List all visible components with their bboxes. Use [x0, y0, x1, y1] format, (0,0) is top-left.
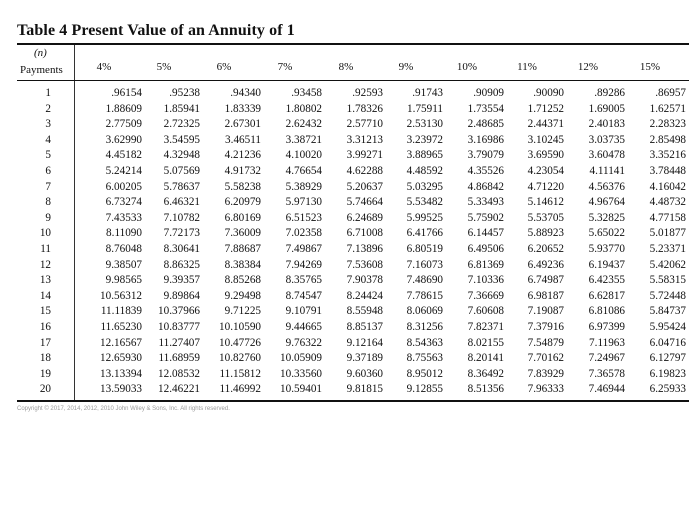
value-cell: 4.10020 — [285, 149, 322, 162]
value-cell: .93458 — [291, 87, 322, 99]
value-cell: 5.93770 — [588, 242, 625, 255]
value-cell: 5.84737 — [649, 305, 686, 318]
value-cell: 8.36492 — [467, 367, 504, 380]
rate-header-9pct: 9% — [398, 61, 414, 73]
value-cell: 5.33493 — [467, 196, 504, 209]
table-row — [17, 351, 689, 367]
value-cell: 6.73274 — [105, 196, 142, 209]
value-cell: 10.05909 — [280, 352, 322, 365]
value-cell: 10.37966 — [158, 305, 200, 318]
value-cell: 7.11963 — [589, 336, 625, 349]
value-cell: 10.33560 — [280, 367, 322, 380]
value-cell: 4.35526 — [467, 164, 504, 177]
value-cell: 8.85137 — [346, 320, 383, 333]
value-cell: 5.74664 — [346, 196, 383, 209]
value-cell: 3.54595 — [163, 133, 200, 146]
value-cell: 1.78326 — [346, 102, 383, 115]
rate-header-6pct: 6% — [216, 61, 232, 73]
value-cell: 5.97130 — [285, 196, 322, 209]
table-row — [17, 336, 689, 352]
value-cell: 7.43533 — [105, 211, 142, 224]
value-cell: 5.20637 — [346, 180, 383, 193]
table-row — [17, 320, 689, 336]
value-cell: 8.95012 — [406, 367, 443, 380]
value-cell: .89286 — [594, 87, 625, 99]
table-title: Table 4 Present Value of an Annuity of 1 — [17, 22, 295, 39]
value-cell: 13.59033 — [100, 383, 142, 396]
table-row — [17, 382, 689, 398]
value-cell: 7.94269 — [285, 258, 322, 271]
table-row — [17, 289, 689, 305]
value-cell: 7.36578 — [588, 367, 625, 380]
value-cell: 5.78637 — [163, 180, 200, 193]
value-cell: 5.99525 — [406, 211, 443, 224]
value-cell: 3.16986 — [467, 133, 504, 146]
value-cell: 7.53608 — [346, 258, 383, 271]
value-cell: 2.40183 — [588, 118, 625, 131]
value-cell: 7.49867 — [285, 242, 322, 255]
value-cell: 10.83777 — [158, 320, 200, 333]
payments-cell: 8 — [45, 196, 51, 209]
value-cell: 5.58315 — [649, 274, 686, 287]
value-cell: 7.19087 — [527, 305, 564, 318]
value-cell: 9.60360 — [346, 367, 383, 380]
payments-cell: 19 — [39, 367, 51, 380]
value-cell: 4.71220 — [527, 180, 564, 193]
table-row — [17, 195, 689, 211]
rate-header-4pct: 4% — [96, 61, 112, 73]
value-cell: 7.02358 — [285, 227, 322, 240]
value-cell: 6.49236 — [527, 258, 564, 271]
top-rule — [17, 43, 689, 45]
rate-header-15pct: 15% — [639, 61, 661, 73]
value-cell: 6.19437 — [588, 258, 625, 271]
value-cell: 3.78448 — [649, 164, 686, 177]
value-cell: 7.46944 — [588, 383, 625, 396]
value-cell: 9.76322 — [285, 336, 322, 349]
table-row — [17, 164, 689, 180]
bottom-rule — [17, 400, 689, 402]
value-cell: 10.82760 — [219, 352, 261, 365]
value-cell: .86957 — [655, 87, 686, 99]
value-cell: 7.96333 — [527, 383, 564, 396]
value-cell: 7.16073 — [406, 258, 443, 271]
rate-header-11pct: 11% — [517, 61, 537, 73]
value-cell: 4.48592 — [406, 164, 443, 177]
rate-header-5pct: 5% — [156, 61, 172, 73]
value-cell: 7.37916 — [527, 320, 564, 333]
table-row — [17, 211, 689, 227]
value-cell: 1.62571 — [649, 102, 686, 115]
value-cell: 4.11141 — [589, 164, 625, 177]
value-cell: 2.62432 — [285, 118, 322, 131]
value-cell: 3.62990 — [105, 133, 142, 146]
value-cell: 1.80802 — [285, 102, 322, 115]
rate-header-8pct: 8% — [338, 61, 354, 73]
value-cell: 5.14612 — [527, 196, 564, 209]
table-row — [17, 273, 689, 289]
value-cell: 1.75911 — [407, 102, 443, 115]
value-cell: 2.72325 — [163, 118, 200, 131]
value-cell: 6.49506 — [467, 242, 504, 255]
value-cell: 9.12855 — [406, 383, 443, 396]
payments-cell: 14 — [39, 289, 51, 302]
value-cell: .92593 — [352, 87, 383, 99]
value-cell: 4.32948 — [163, 149, 200, 162]
value-cell: 3.38721 — [285, 133, 322, 146]
value-cell: 9.39357 — [163, 274, 200, 287]
payments-cell: 17 — [39, 336, 51, 349]
value-cell: 5.32825 — [588, 211, 625, 224]
value-cell: 3.10245 — [527, 133, 564, 146]
value-cell: 9.89864 — [163, 289, 200, 302]
value-cell: 12.08532 — [158, 367, 200, 380]
value-cell: 8.24424 — [346, 289, 383, 302]
value-cell: 2.44371 — [527, 118, 564, 131]
value-cell: 5.72448 — [649, 289, 686, 302]
value-cell: 7.83929 — [527, 367, 564, 380]
value-cell: 6.62817 — [588, 289, 625, 302]
payments-cell: 4 — [45, 133, 51, 146]
value-cell: 5.07569 — [163, 164, 200, 177]
table-row — [17, 258, 689, 274]
value-cell: 6.20979 — [224, 196, 261, 209]
rate-header-7pct: 7% — [277, 61, 293, 73]
payments-cell: 7 — [45, 180, 51, 193]
value-cell: 7.10336 — [467, 274, 504, 287]
table-row — [17, 304, 689, 320]
payments-cell: 3 — [45, 118, 51, 131]
value-cell: 6.71008 — [346, 227, 383, 240]
value-cell: 5.53705 — [527, 211, 564, 224]
table-row — [17, 117, 689, 133]
payments-cell: 11 — [40, 242, 51, 255]
table-row — [17, 102, 689, 118]
value-cell: 6.51523 — [285, 211, 322, 224]
table-row — [17, 367, 689, 383]
value-cell: 12.46221 — [158, 383, 200, 396]
value-cell: 8.11090 — [106, 227, 142, 240]
value-cell: 6.20652 — [527, 242, 564, 255]
value-cell: 10.10590 — [219, 320, 261, 333]
value-cell: 4.86842 — [467, 180, 504, 193]
value-cell: 11.68959 — [158, 352, 200, 365]
value-cell: 10.59401 — [280, 383, 322, 396]
value-cell: 3.99271 — [346, 149, 383, 162]
value-cell: 6.24689 — [346, 211, 383, 224]
value-cell: 4.91732 — [224, 164, 261, 177]
value-cell: 11.11839 — [100, 305, 142, 318]
value-cell: 2.77509 — [105, 118, 142, 131]
value-cell: 7.48690 — [406, 274, 443, 287]
value-cell: 7.72173 — [163, 227, 200, 240]
value-cell: 11.15812 — [219, 367, 261, 380]
value-cell: 2.48685 — [467, 118, 504, 131]
payments-cell: 5 — [45, 149, 51, 162]
value-cell: 7.13896 — [346, 242, 383, 255]
value-cell: 4.16042 — [649, 180, 686, 193]
value-cell: 5.95424 — [649, 320, 686, 333]
value-cell: 1.71252 — [527, 102, 564, 115]
value-cell: 9.29498 — [224, 289, 261, 302]
table-row — [17, 133, 689, 149]
value-cell: 6.46321 — [163, 196, 200, 209]
value-cell: 6.41766 — [406, 227, 443, 240]
table-row — [17, 148, 689, 164]
table-row — [17, 86, 689, 102]
payments-cell: 15 — [39, 305, 51, 318]
value-cell: 5.03295 — [406, 180, 443, 193]
value-cell: 7.24967 — [588, 352, 625, 365]
value-cell: 10.47726 — [219, 336, 261, 349]
value-cell: 3.23972 — [406, 133, 443, 146]
value-cell: 9.71225 — [224, 305, 261, 318]
value-cell: 6.19823 — [649, 367, 686, 380]
value-cell: 9.37189 — [346, 352, 383, 365]
value-cell: 3.46511 — [225, 133, 261, 146]
value-cell: 7.82371 — [467, 320, 504, 333]
value-cell: 6.81086 — [588, 305, 625, 318]
value-cell: 8.54363 — [406, 336, 443, 349]
value-cell: 13.13394 — [100, 367, 142, 380]
table-row — [17, 180, 689, 196]
value-cell: 5.65022 — [588, 227, 625, 240]
value-cell: 1.69005 — [588, 102, 625, 115]
payments-cell: 16 — [39, 320, 51, 333]
value-cell: 5.01877 — [649, 227, 686, 240]
payments-cell: 18 — [39, 352, 51, 365]
value-cell: 3.69590 — [527, 149, 564, 162]
value-cell: 7.36669 — [467, 289, 504, 302]
value-cell: 6.81369 — [467, 258, 504, 271]
value-cell: 4.96764 — [588, 196, 625, 209]
value-cell: 5.38929 — [285, 180, 322, 193]
value-cell: 4.48732 — [649, 196, 686, 209]
value-cell: 7.88687 — [224, 242, 261, 255]
value-cell: 5.58238 — [224, 180, 261, 193]
value-cell: 11.46992 — [219, 383, 261, 396]
value-cell: 6.00205 — [105, 180, 142, 193]
value-cell: 6.98187 — [527, 289, 564, 302]
value-cell: 5.53482 — [406, 196, 443, 209]
value-cell: 5.23371 — [649, 242, 686, 255]
value-cell: 12.16567 — [100, 336, 142, 349]
value-cell: .90090 — [533, 87, 564, 99]
value-cell: 6.80169 — [224, 211, 261, 224]
value-cell: 1.83339 — [224, 102, 261, 115]
rate-header-row — [78, 61, 689, 75]
value-cell: 6.12797 — [649, 352, 686, 365]
payments-cell: 1 — [45, 87, 51, 99]
value-cell: .96154 — [111, 87, 142, 99]
value-cell: 8.20141 — [467, 352, 504, 365]
value-cell: 10.56312 — [100, 289, 142, 302]
value-cell: 4.56376 — [588, 180, 625, 193]
value-cell: 8.02155 — [467, 336, 504, 349]
payments-cell: 2 — [45, 102, 51, 115]
payments-label: Payments — [20, 64, 63, 76]
value-cell: 5.24214 — [105, 164, 142, 177]
value-cell: 7.78615 — [406, 289, 443, 302]
value-cell: 1.85941 — [163, 102, 200, 115]
value-cell: 4.45182 — [105, 149, 142, 162]
payments-cell: 9 — [45, 211, 51, 224]
value-cell: 9.98565 — [105, 274, 142, 287]
value-cell: 6.74987 — [527, 274, 564, 287]
value-cell: 3.88965 — [406, 149, 443, 162]
value-cell: .95238 — [169, 87, 200, 99]
value-cell: 4.21236 — [224, 149, 261, 162]
value-cell: 8.31256 — [406, 320, 443, 333]
value-cell: 2.85498 — [649, 133, 686, 146]
value-cell: 4.62288 — [346, 164, 383, 177]
value-cell: 8.51356 — [467, 383, 504, 396]
value-cell: 1.73554 — [467, 102, 504, 115]
value-cell: 8.75563 — [406, 352, 443, 365]
value-cell: 7.60608 — [467, 305, 504, 318]
value-cell: 7.54879 — [527, 336, 564, 349]
value-cell: 8.85268 — [224, 274, 261, 287]
value-cell: 9.44665 — [285, 320, 322, 333]
payments-cell: 10 — [39, 227, 51, 240]
value-cell: 3.60478 — [588, 149, 625, 162]
value-cell: 7.36009 — [224, 227, 261, 240]
header-rule — [17, 80, 689, 81]
value-cell: 6.04716 — [649, 336, 686, 349]
payments-cell: 13 — [39, 274, 51, 287]
table-row — [17, 226, 689, 242]
value-cell: 2.28323 — [649, 118, 686, 131]
value-cell: 3.35216 — [649, 149, 686, 162]
value-cell: 8.76048 — [105, 242, 142, 255]
value-cell: 5.42062 — [649, 258, 686, 271]
value-cell: 9.38507 — [105, 258, 142, 271]
value-cell: 7.90378 — [346, 274, 383, 287]
value-cell: 7.70162 — [527, 352, 564, 365]
value-cell: 6.25933 — [649, 383, 686, 396]
value-cell: 8.06069 — [406, 305, 443, 318]
value-cell: 4.23054 — [527, 164, 564, 177]
value-cell: 8.74547 — [285, 289, 322, 302]
value-cell: 4.77158 — [649, 211, 686, 224]
table-row — [17, 242, 689, 258]
rate-header-12pct: 12% — [577, 61, 599, 73]
value-cell: 2.53130 — [406, 118, 443, 131]
value-cell: 8.86325 — [163, 258, 200, 271]
value-cell: 3.79079 — [467, 149, 504, 162]
value-cell: 9.81815 — [346, 383, 383, 396]
value-cell: 11.65230 — [100, 320, 142, 333]
value-cell: 8.35765 — [285, 274, 322, 287]
rate-header-10pct: 10% — [456, 61, 478, 73]
value-cell: 3.03735 — [588, 133, 625, 146]
value-cell: .91743 — [412, 87, 443, 99]
n-label: (n) — [34, 47, 47, 59]
value-cell: 6.97399 — [588, 320, 625, 333]
payments-cell: 20 — [39, 383, 51, 396]
value-cell: 6.80519 — [406, 242, 443, 255]
value-cell: 6.14457 — [467, 227, 504, 240]
value-cell: 5.88923 — [527, 227, 564, 240]
value-cell: 8.55948 — [346, 305, 383, 318]
value-cell: 6.42355 — [588, 274, 625, 287]
payments-cell: 6 — [45, 164, 51, 177]
value-cell: 2.67301 — [224, 118, 261, 131]
value-cell: 8.38384 — [224, 258, 261, 271]
value-cell: 3.31213 — [346, 133, 383, 146]
value-cell: 2.57710 — [346, 118, 383, 131]
value-cell: .90909 — [473, 87, 504, 99]
value-cell: .94340 — [230, 87, 261, 99]
value-cell: 7.10782 — [163, 211, 200, 224]
value-cell: 5.75902 — [467, 211, 504, 224]
value-cell: 4.76654 — [285, 164, 322, 177]
value-cell: 8.30641 — [163, 242, 200, 255]
value-cell: 1.88609 — [105, 102, 142, 115]
value-cell: 11.27407 — [158, 336, 200, 349]
copyright-notice: Copyright © 2017, 2014, 2012, 2010 John Wiley & Sons, Inc. All rights reserved. — [17, 406, 230, 412]
value-cell: 9.10791 — [285, 305, 322, 318]
value-cell: 12.65930 — [100, 352, 142, 365]
value-cell: 9.12164 — [346, 336, 383, 349]
payments-cell: 12 — [39, 258, 51, 271]
table-body — [17, 86, 689, 398]
